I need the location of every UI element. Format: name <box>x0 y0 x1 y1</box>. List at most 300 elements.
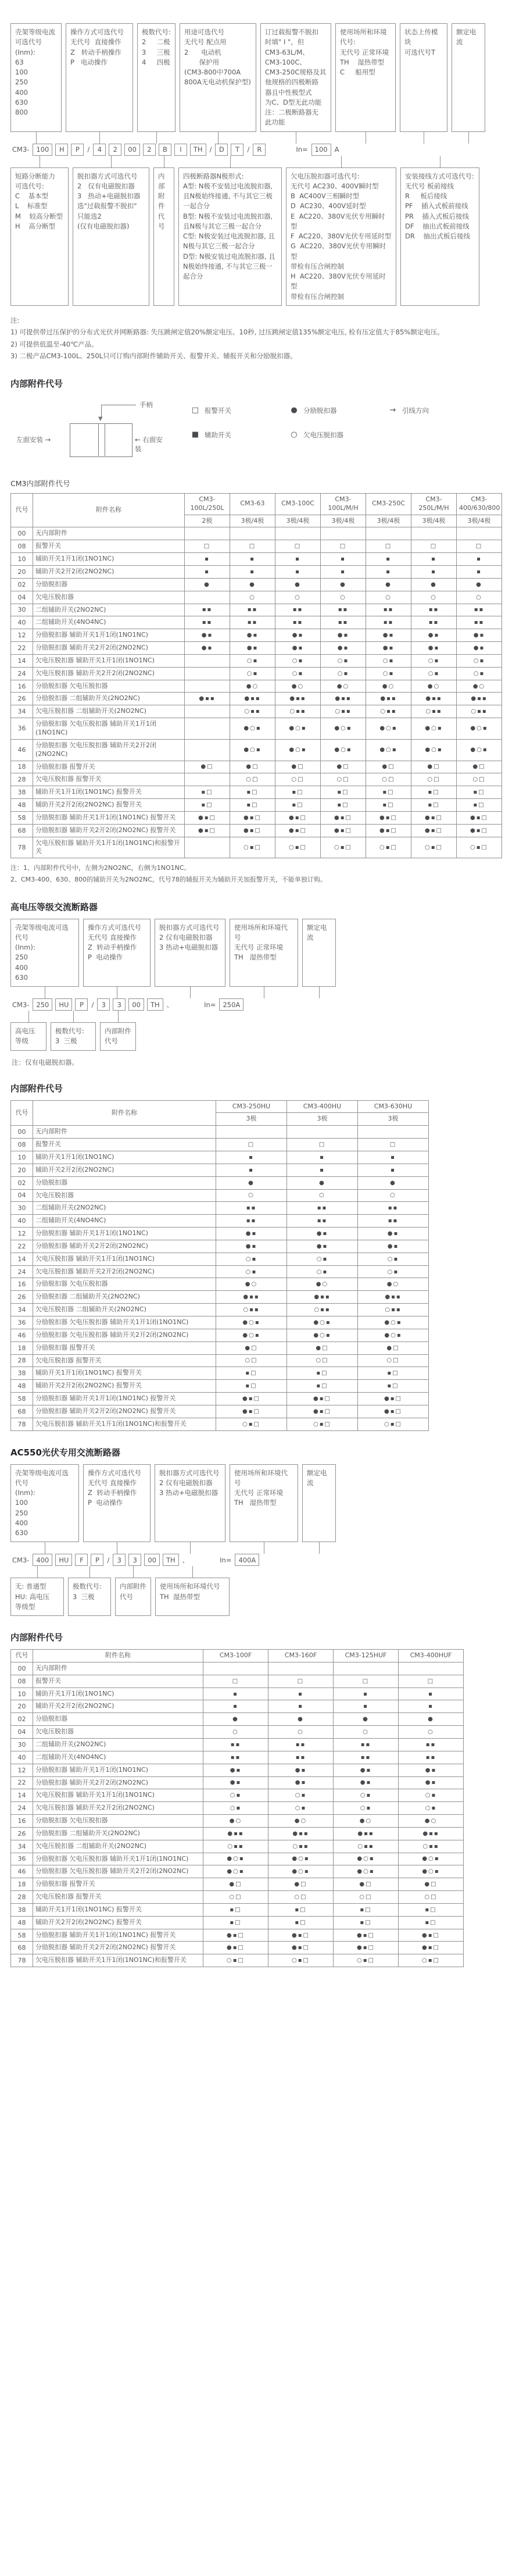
availability-cell: ●○▪ <box>268 1853 334 1865</box>
availability-cell: ●○▪ <box>411 739 457 761</box>
accessory-name-cell: 辅助开关1开1闭(1NO1NC) 报警开关 <box>33 786 185 799</box>
availability-cell: ▪□ <box>268 1916 334 1929</box>
table-row <box>11 642 502 655</box>
availability-cell: ▪ <box>411 553 457 566</box>
code-description-column <box>10 919 79 999</box>
table-row <box>11 1189 429 1202</box>
availability-cell: ○▪ <box>287 1265 358 1278</box>
availability-cell: ▪ <box>287 1151 358 1164</box>
description-line: 400 <box>15 1518 28 1527</box>
connector-line <box>341 156 342 167</box>
accessory-code-cell: 20 <box>11 1164 33 1176</box>
分励脱扣器-icon: ● <box>291 406 298 415</box>
code-description-box <box>286 167 396 306</box>
availability-cell: ○▪ <box>287 1253 358 1265</box>
availability-cell: ▪▪ <box>366 616 411 629</box>
connector-line <box>99 132 100 144</box>
availability-cell: ○ <box>366 591 411 604</box>
code-segment-text: / <box>87 145 90 154</box>
hv-description-boxes-top <box>10 919 513 999</box>
table-body <box>11 1126 429 1430</box>
accessory-name-cell: 欠电压脱扣器 辅助开关1开1闭(1NO1NC) <box>33 1253 216 1265</box>
accessory-name-cell: 分励脱扣器 报警开关 <box>33 1341 216 1354</box>
availability-cell: ●▪□ <box>230 824 275 837</box>
table-row <box>11 811 502 824</box>
availability-cell: ○▪ <box>230 654 275 667</box>
availability-cell: ●▪▪ <box>216 1291 287 1304</box>
description-line: HU: 高电压 <box>15 1592 50 1601</box>
description-line: 可选代号T <box>404 48 436 56</box>
availability-cell: ▪□ <box>216 1367 287 1380</box>
availability-cell: ▪□ <box>399 1903 464 1916</box>
availability-cell: ●▪▪ <box>287 1291 358 1304</box>
accessory-name-cell: 分励脱扣器 <box>33 1176 216 1189</box>
availability-cell: ▪▪ <box>268 1738 334 1751</box>
availability-cell: ● <box>366 578 411 591</box>
availability-cell: ●○ <box>275 680 321 693</box>
product-column-header: CM3-250HU <box>216 1100 287 1113</box>
availability-cell: ▪▪ <box>216 1215 287 1228</box>
code-segment-box: 250A <box>219 998 243 1011</box>
availability-cell: ●□ <box>358 1341 429 1354</box>
accessory-name-cell: 分励脱扣器 辅助开关1开1闭(1NO1NC) 报警开关 <box>33 1393 216 1405</box>
description-line: 壳架等级电流可选代号 <box>15 923 69 941</box>
availability-cell: ●▪ <box>275 642 321 655</box>
description-line: F AC220、380V光伏专用延时型 <box>291 232 392 240</box>
accessory-code-cell: 58 <box>11 811 33 824</box>
accessory-name-cell: 欠电压脱扣器 辅助开关1开1闭(1NO1NC)和报警开关 <box>33 1418 216 1430</box>
availability-cell: ●○▪ <box>275 718 321 740</box>
code-description-column <box>73 156 149 306</box>
accessory-name-cell: 欠电压脱扣器 辅助开关2开2闭(2NO2NC) <box>33 1802 203 1815</box>
description-line: Z 转动手柄操作 <box>88 943 137 952</box>
table-row <box>11 1341 429 1354</box>
description-line: 极数代号: <box>73 1582 102 1591</box>
accessory-name-cell: 二组辅助开关(2NO2NC) <box>33 1202 216 1215</box>
legend-items <box>191 398 475 440</box>
availability-cell: ○▪ <box>366 667 411 680</box>
accessory-code-cell: 36 <box>11 718 33 740</box>
availability-cell: ●▪□ <box>185 824 230 837</box>
accessory-name-cell: 分励脱扣器 欠电压脱扣器 辅助开关1开1闭(1NO1NC) <box>33 718 185 740</box>
description-line: PR 插入式板后接线 <box>405 212 470 220</box>
availability-cell: ▪▪ <box>366 604 411 616</box>
accessory-code-cell: 02 <box>11 1176 33 1189</box>
availability-cell: ▪□ <box>358 1380 429 1393</box>
table-row <box>11 1764 464 1776</box>
table-row <box>11 1354 429 1367</box>
connector-line <box>230 156 231 167</box>
connector-line <box>192 1566 193 1578</box>
accessory-name-cell: 欠电压脱扣器 <box>33 591 185 604</box>
description-line: TH 湿热带型 <box>234 1498 277 1507</box>
availability-cell <box>358 1126 429 1139</box>
accessory-code-cell: 38 <box>11 1903 33 1916</box>
availability-cell: ○▪ <box>275 667 321 680</box>
availability-cell: ●▪ <box>185 629 230 642</box>
availability-cell: ○▪□ <box>411 837 457 858</box>
description-line: C 船用型 <box>340 68 375 76</box>
code-segment-box: P <box>75 998 88 1011</box>
accessory-code-cell: 24 <box>11 1802 33 1815</box>
description-line: 无: 普通型 <box>15 1582 46 1591</box>
description-line: 等级型 <box>15 1602 35 1611</box>
availability-cell: ○▪▪ <box>287 1304 358 1316</box>
description-line: 无代号 直接操作 <box>70 38 121 47</box>
引线方向-icon: → <box>389 406 396 415</box>
poles-header: 3极/4极 <box>366 515 411 527</box>
description-line: C 基本型 <box>15 192 49 200</box>
availability-cell: ●▪ <box>216 1228 287 1240</box>
code-description-box <box>230 1464 298 1543</box>
code-column-header: 代号 <box>11 1650 33 1662</box>
availability-cell: ○▪ <box>457 667 502 680</box>
accessory-name-cell: 无内部附件 <box>33 527 185 540</box>
code-description-column <box>68 1566 111 1616</box>
accessory-code-cell: 18 <box>11 761 33 773</box>
availability-cell: ○ <box>321 591 366 604</box>
description-line: 使用场所和环境代号 <box>234 1468 288 1487</box>
availability-cell: ●▪□ <box>457 811 502 824</box>
code-segment-box: 2 <box>143 144 156 156</box>
accessory-code-cell: 08 <box>11 1139 33 1151</box>
availability-cell: ● <box>275 578 321 591</box>
description-line: 时填" I "，但 <box>265 38 305 47</box>
availability-cell: ○▪ <box>216 1253 287 1265</box>
accessory-name-cell: 分励脱扣器 报警开关 <box>33 1878 203 1891</box>
availability-cell <box>185 527 230 540</box>
availability-cell: ○▪□ <box>203 1954 268 1967</box>
description-line: 3 三极 <box>142 48 170 56</box>
connector-line <box>468 132 469 144</box>
code-segment-box: P <box>91 1554 103 1566</box>
code-segment-box: TH <box>190 144 206 156</box>
availability-cell: ●▪▪ <box>275 693 321 705</box>
accessory-name-cell: 辅助开关1开1闭(1NO1NC) <box>33 1687 203 1700</box>
code-segment-text: / <box>107 1555 110 1564</box>
description-line: D型: N极安装过电流脱扣器, 且N极始终接通, 不与其它三极一起合分 <box>183 252 275 280</box>
description-line: 操作方式可选代号 <box>88 1468 141 1477</box>
availability-cell: ●□ <box>268 1878 334 1891</box>
availability-cell <box>185 739 230 761</box>
description-line: DR 抽出式板后接线 <box>405 232 470 240</box>
accessory-name-cell: 分励脱扣器 二组辅助开关(2NO2NC) <box>33 1827 203 1840</box>
accessory-name-cell: 分励脱扣器 欠电压脱扣器 辅助开关1开1闭(1NO1NC) <box>33 1853 203 1865</box>
availability-cell: ▪ <box>203 1700 268 1713</box>
note-line: 注: <box>10 316 20 324</box>
table-row <box>11 1278 429 1291</box>
availability-cell: ● <box>334 1713 399 1726</box>
accessory-code-cell: 34 <box>11 705 33 718</box>
accessory-code-cell: 04 <box>11 591 33 604</box>
availability-cell <box>185 718 230 740</box>
note-line: 1) 可提供带过压保护的分布式光伏并网断路器: 失压跳闸定值20%额定电压、10秒, 过压跳闸定值135%额定电压, 检有压定值大于85%额定电压。 <box>10 328 444 337</box>
availability-cell: ○□ <box>358 1354 429 1367</box>
connector-line <box>118 1011 119 1022</box>
code-description-box <box>335 23 396 132</box>
code-segment-box: 3 <box>128 1554 141 1566</box>
product-column-header: CM3-160F <box>268 1650 334 1662</box>
accessory-code-cell: 00 <box>11 527 33 540</box>
code-segment-box: 400 <box>33 1554 52 1566</box>
availability-cell: ▪ <box>358 1151 429 1164</box>
table-row <box>11 799 502 812</box>
availability-cell: ● <box>411 578 457 591</box>
accessory-name-cell: 辅助开关1开1闭(1NO1NC) <box>33 1151 216 1164</box>
accessory-code-cell: 48 <box>11 1916 33 1929</box>
availability-cell: ●▪▪ <box>366 693 411 705</box>
breaker-divider <box>98 423 99 456</box>
product-column-header: CM3-125HUF <box>334 1650 399 1662</box>
accessory-code-cell: 48 <box>11 1380 33 1393</box>
code-description-box <box>452 23 485 132</box>
availability-cell: ●▪□ <box>268 1929 334 1942</box>
availability-cell: ▪□ <box>287 1380 358 1393</box>
availability-cell: ●▪□ <box>321 811 366 824</box>
code-description-column <box>137 23 175 144</box>
right-arrow-icon: → <box>45 435 51 444</box>
availability-cell: ▪▪ <box>216 1202 287 1215</box>
legend-item <box>388 406 475 415</box>
availability-cell: ▪□ <box>366 799 411 812</box>
table-row <box>11 1929 464 1942</box>
description-line: 63 <box>15 58 24 66</box>
availability-cell <box>287 1126 358 1139</box>
accessory-name-cell: 分励脱扣器 辅助开关2开2闭(2NO2NC) 报警开关 <box>33 1405 216 1418</box>
code-description-column <box>180 23 256 144</box>
table-row <box>11 1713 464 1726</box>
description-line: 内部 <box>158 172 165 190</box>
availability-cell: ●▪ <box>230 629 275 642</box>
availability-cell: ●▪□ <box>287 1405 358 1418</box>
table-row <box>11 1215 429 1228</box>
availability-cell: ○▪▪ <box>358 1304 429 1316</box>
availability-cell: ▪□ <box>203 1903 268 1916</box>
availability-cell: ▪ <box>321 553 366 566</box>
hv-note: 注：仅有电磁脱扣器。 <box>12 1058 78 1066</box>
accessory-code-cell: 24 <box>11 1265 33 1278</box>
accessory-name-cell: 辅助开关1开1闭(1NO1NC) 报警开关 <box>33 1903 203 1916</box>
code-segment-box: 00 <box>124 144 140 156</box>
accessory-code-cell: 02 <box>11 578 33 591</box>
availability-cell: ▪□ <box>268 1903 334 1916</box>
availability-cell <box>185 591 230 604</box>
availability-cell: ●▪ <box>321 629 366 642</box>
code-segment-box: 100 <box>311 144 331 156</box>
availability-cell: □ <box>411 540 457 553</box>
availability-cell: ●○ <box>366 680 411 693</box>
accessory-legend <box>16 398 513 466</box>
hv-section-heading: 高电压等级交流断路器 <box>10 901 98 912</box>
availability-cell: ●○ <box>399 1815 464 1828</box>
description-line: 注：二极断路器无 <box>265 108 318 116</box>
accessory-code-cell: 26 <box>11 693 33 705</box>
availability-cell: ○ <box>287 1189 358 1202</box>
availability-cell: ●▪□ <box>399 1929 464 1942</box>
availability-cell: ●▪□ <box>230 811 275 824</box>
accessory-code-cell: 30 <box>11 604 33 616</box>
description-line: 额定电流 <box>456 28 477 47</box>
accessory-name-cell: 欠电压脱扣器 辅助开关1开1闭(1NO1NC)和报警开关 <box>33 1954 203 1967</box>
code-description-box <box>51 1022 96 1051</box>
availability-cell: ●▪□ <box>399 1942 464 1954</box>
table-row <box>11 1776 464 1789</box>
code-description-box <box>155 1578 230 1616</box>
accessory-code-cell: 28 <box>11 773 33 786</box>
internal-accessory-heading: 内部附件代号 <box>10 378 63 389</box>
pv-section-heading: AC550光伏专用交流断路器 <box>10 1447 120 1458</box>
accessory-name-cell: 辅助开关2开2闭(2NO2NC) 报警开关 <box>33 799 185 812</box>
description-line: 无代号 板前接线 <box>405 181 454 190</box>
ordering-diagram-hv <box>10 919 513 1067</box>
table-row <box>11 1329 429 1341</box>
accessory-name-cell: 分励脱扣器 欠电压脱扣器 辅助开关1开1闭(1NO1NC) <box>33 1316 216 1329</box>
description-line: 脱扣器方式可选代号 <box>159 923 220 932</box>
table-row <box>11 1865 464 1878</box>
availability-cell: ▪ <box>366 566 411 579</box>
availability-cell: ▪▪ <box>230 616 275 629</box>
availability-cell: ●○▪ <box>203 1853 268 1865</box>
table-row <box>11 1176 429 1189</box>
description-line: 630 <box>15 1529 28 1537</box>
table-row <box>11 654 502 667</box>
availability-cell: ●▪□ <box>216 1405 287 1418</box>
accessory-name-cell: 无内部附件 <box>33 1126 216 1139</box>
table-row <box>11 1418 429 1430</box>
accessory-table <box>10 493 502 858</box>
availability-cell: ○▪▪ <box>457 705 502 718</box>
availability-cell: ○▪□ <box>268 1954 334 1967</box>
table-row <box>11 1878 464 1891</box>
code-segment-box: B <box>159 144 171 156</box>
availability-cell: ●▪□ <box>321 824 366 837</box>
availability-cell: ●○▪ <box>358 1316 429 1329</box>
table-row <box>11 773 502 786</box>
code-segment-box: T <box>231 144 243 156</box>
availability-cell: ●○▪ <box>230 718 275 740</box>
description-line: TH 湿热带型 <box>160 1592 200 1601</box>
cm3-accessory-table <box>10 493 513 858</box>
accessory-name-cell: 分励脱扣器 二组辅助开关(2NO2NC) <box>33 1291 216 1304</box>
availability-cell: ○▪▪ <box>321 705 366 718</box>
availability-cell: ●▪ <box>203 1764 268 1776</box>
description-line: H 高分断型 <box>15 222 56 230</box>
availability-cell: ●▪ <box>457 642 502 655</box>
availability-cell: ●▪ <box>287 1240 358 1253</box>
code-description-column <box>115 1566 151 1616</box>
product-column-header: CM3-100L/M/H <box>321 493 366 515</box>
availability-cell: ●○ <box>358 1278 429 1291</box>
availability-cell: ▪▪ <box>399 1751 464 1764</box>
availability-cell: ○▪□ <box>287 1418 358 1430</box>
availability-cell: ▪▪ <box>334 1738 399 1751</box>
availability-cell: □ <box>216 1139 287 1151</box>
hv-accessory-table <box>10 1100 513 1431</box>
description-line: 2 电动机 <box>184 48 221 56</box>
code-description-box <box>400 167 479 306</box>
description-line: B型: N极不安装过电流脱扣器, 且N极与其它三极一起合分 <box>183 212 275 230</box>
accessory-code-cell: 16 <box>11 1815 33 1828</box>
description-line: R 板后接线 <box>405 192 447 200</box>
availability-cell: ▪▪ <box>275 604 321 616</box>
availability-cell: ▪▪ <box>275 616 321 629</box>
table-row <box>11 1827 464 1840</box>
table-row <box>11 1393 429 1405</box>
description-line: 此功能 <box>265 118 285 127</box>
description-line: 使用场所和环境代号 <box>234 923 288 941</box>
name-column-header: 附件名称 <box>33 493 185 527</box>
table-row <box>11 1126 429 1139</box>
availability-cell: ●○ <box>411 680 457 693</box>
availability-cell: ▪□ <box>399 1916 464 1929</box>
accessory-code-cell: 38 <box>11 786 33 799</box>
description-line: 代号 <box>158 212 165 230</box>
availability-cell: ○▪ <box>321 667 366 680</box>
availability-cell: ▪▪ <box>457 616 502 629</box>
table-row <box>11 629 502 642</box>
pv-model-code-row <box>12 1554 513 1566</box>
accessory-code-cell: 10 <box>11 1687 33 1700</box>
availability-cell: ○▪ <box>275 654 321 667</box>
accessory-name-cell: 分励脱扣器 报警开关 <box>33 761 185 773</box>
table-row <box>11 1802 464 1815</box>
accessory-code-cell: 14 <box>11 1789 33 1802</box>
availability-cell <box>185 837 230 858</box>
product-column-header: CM3-400HUF <box>399 1650 464 1662</box>
availability-cell: ○ <box>334 1726 399 1739</box>
availability-cell: ●▪□ <box>203 1942 268 1954</box>
description-line: 无代号 正常环境 <box>340 48 389 56</box>
accessory-name-cell: 欠电压脱扣器 <box>33 1189 216 1202</box>
availability-cell: ○▪▪ <box>366 705 411 718</box>
code-segment-text: In= <box>204 1000 216 1009</box>
availability-cell: ●□ <box>287 1341 358 1354</box>
table1-subtitle: CM3内部附件代号 <box>10 479 70 488</box>
availability-cell: ○□ <box>399 1891 464 1904</box>
accessory-name-cell: 二组辅助开关(4NO4NC) <box>33 616 185 629</box>
code-segment-box: D <box>215 144 228 156</box>
availability-cell: ●▪□ <box>287 1393 358 1405</box>
code-segment-box: 2 <box>109 144 121 156</box>
table-row <box>11 1789 464 1802</box>
code-segment-text: / <box>247 145 250 154</box>
description-line: 无代号 AC230、400V瞬时型 <box>291 181 379 190</box>
accessory-code-cell: 00 <box>11 1126 33 1139</box>
accessory-name-cell: 分励脱扣器 辅助开关2开2闭(2NO2NC) 报警开关 <box>33 1942 203 1954</box>
code-description-column <box>178 156 282 306</box>
description-line: 代号 <box>105 1037 118 1046</box>
accessory-code-cell: 48 <box>11 799 33 812</box>
product-column-header: CM3-400HU <box>287 1100 358 1113</box>
description-line: 器且中性极型式 <box>265 88 312 97</box>
availability-cell: ●□ <box>366 761 411 773</box>
availability-cell: ▪□ <box>457 799 502 812</box>
availability-cell: ●▪▪ <box>230 693 275 705</box>
availability-cell: ●▪□ <box>334 1942 399 1954</box>
right-mount-label: ← 右面安装 <box>135 435 163 453</box>
availability-cell: ●▪□ <box>411 811 457 824</box>
description-line: 内部附件 <box>120 1582 146 1591</box>
availability-cell: ○▪□ <box>366 837 411 858</box>
accessory-name-cell: 分励脱扣器 辅助开关1开1闭(1NO1NC) <box>33 1764 203 1776</box>
accessory-code-cell: 20 <box>11 1700 33 1713</box>
availability-cell: ▪□ <box>185 799 230 812</box>
availability-cell: ●○▪ <box>366 718 411 740</box>
table-row <box>11 566 502 579</box>
accessory-code-cell: 10 <box>11 553 33 566</box>
table-row <box>11 1954 464 1967</box>
availability-cell: ▪▪ <box>230 604 275 616</box>
